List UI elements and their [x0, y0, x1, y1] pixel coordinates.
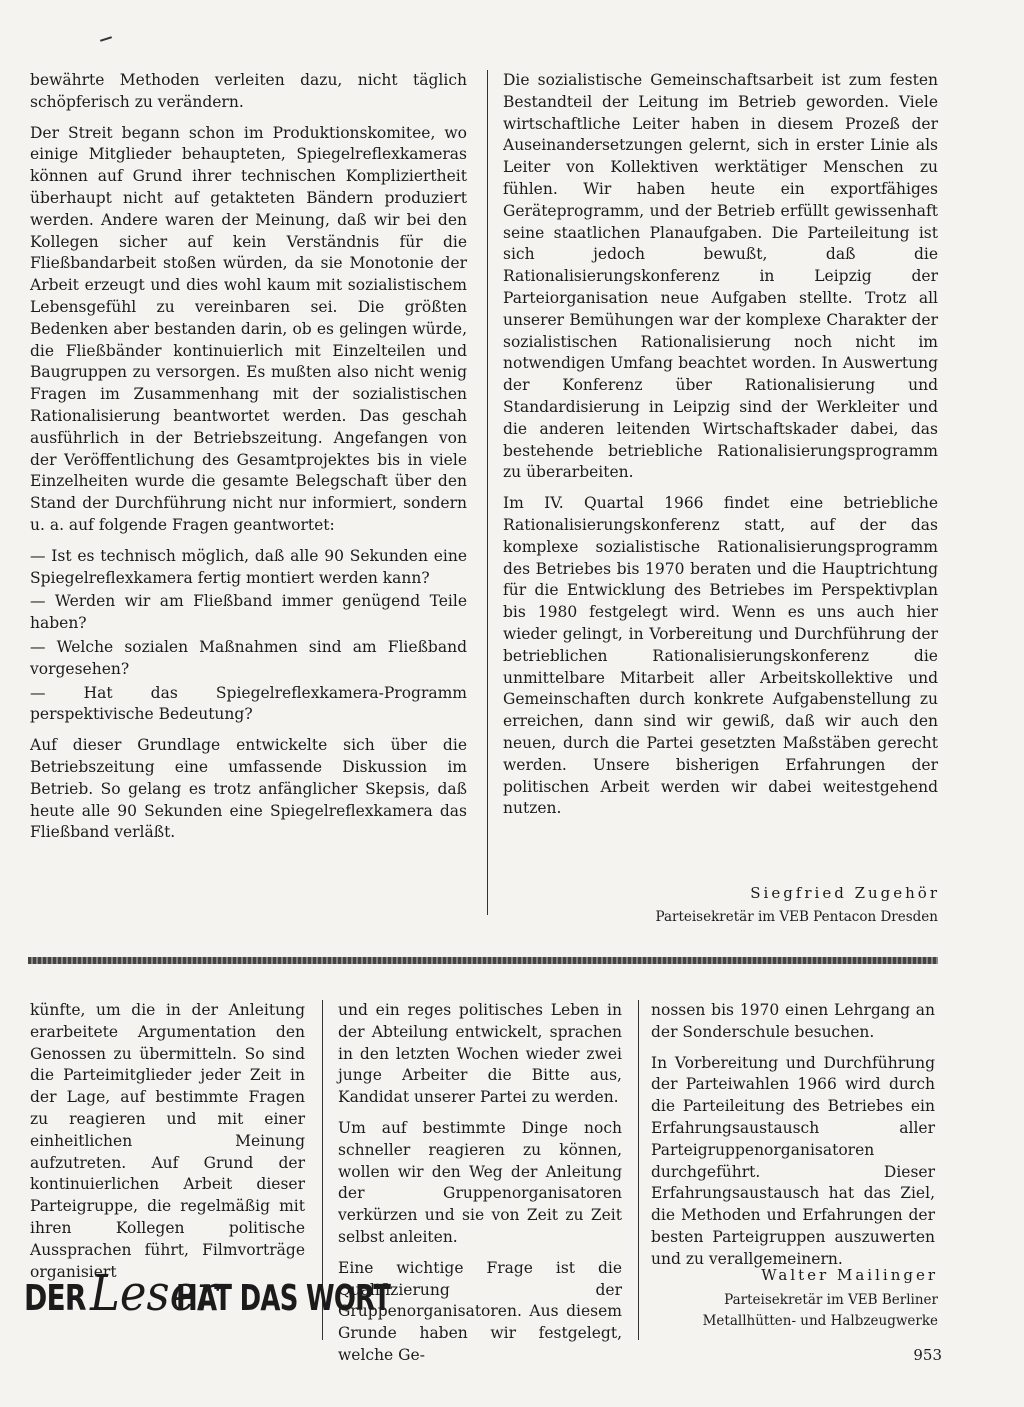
paragraph: Eine wichtige Frage ist die Qualifizierung der Gruppenorganisatoren. Aus diesem Grunde haben wir festgelegt, welche Ge- [338, 1258, 622, 1364]
bottom-column-1 [30, 1000, 305, 1292]
paragraph: nossen bis 1970 einen Lehrgang an der Sonderschule besuchen. [651, 1001, 935, 1041]
signature-name: Walter Mailinger [761, 1266, 938, 1284]
paragraph: künfte, um die in der Anleitung erarbeitete Argumentation den Genossen zu übermitteln. So sind die Parteimitglieder jeder Zeit in der Lage, auf bestimmte Fragen zu reagieren und mit einer einheitlichen Meinung aufzutreten. Auf Grund der kontinuierlichen Arbeit dieser Parteigruppe, die regelmäßig mit ihren Kollegen politische Aussprachen führt, Filmvorträge organisiert [30, 1001, 305, 1281]
signature-role-line-2: Metallhütten- und Halbzeugwerke [702, 1313, 938, 1329]
section-divider [28, 957, 938, 964]
signature-role-line-1: Parteisekretär im VEB Berliner [724, 1292, 938, 1308]
signature-role: Parteisekretär im VEB Pentacon Dresden [655, 909, 938, 925]
paragraph: Um auf bestimmte Dinge noch schneller reagieren zu können, wollen wir den Weg der Anleitung der Gruppenorganisatoren verkürzen und sie von Zeit zu Zeit selbst anleiten. [338, 1118, 622, 1246]
top-column-left [30, 70, 467, 853]
logo-text-hat-das-wort: HAT DAS WORT [176, 1278, 391, 1319]
bottom-column-3 [651, 1000, 935, 1280]
paragraph: Im IV. Quartal 1966 findet eine betriebliche Rationalisierungskonferenz statt, auf der das komplexe sozialistische Rationalisierungsprogramm des Betriebes bis 1970 beraten und die Hauptrichtung für die Entwicklung des Betriebes im Perspektivplan bis 1980 festgelegt wird. Wenn es uns auch hier wieder gelingt, in Vorbereitung und Durchführung der betrieblichen Rationalisierungskonferenz die unmittelbare Mitarbeit aller Arbeitskollektive und Gemeinschaften durch konkrete Aufgabenstellung zu erreichen, dann sind wir gewiß, daß wir auch den neuen, durch die Partei gesetzten Maßstäben gerecht werden. Unsere bisherigen Erfahrungen der politischen Arbeit werden wir dabei weitestgehend nutzen. [503, 494, 938, 818]
paragraph: Die sozialistische Gemeinschaftsarbeit ist zum festen Bestandteil der Leitung im Betrieb geworden. Viele wirtschaftliche Leiter haben in diesem Prozeß der Auseinandersetzungen gelernt, sich in erster Linie als Leiter von Kollektiven werktätiger Menschen zu fühlen. Wir haben heute ein exportfähiges Geräteprogramm, und der Betrieb erfüllt gewissenhaft seine staatlichen Planaufgaben. Die Parteileitung ist sich jedoch bewußt, daß die Rationalisierungskonferenz in Leipzig der Parteiorganisation neue Aufgaben stellte. Trotz all unserer Bemühungen war der komplexe Charakter der sozialistischen Rationalisierung noch nicht im notwendigen Umfang beachtet worden. In Auswertung der Konferenz über Rationalisierung und Standardisierung in Leipzig sind der Werkleiter und die anderen leitenden Wirtschaftskader dabei, das bestehende betriebliche Rationalisierungsprogramm zu überarbeiten. [503, 71, 938, 482]
leser-hat-das-wort-logo [24, 1264, 391, 1326]
paragraph: Auf dieser Grundlage entwickelte sich über die Betriebszeitung eine umfassende Diskussion im Betrieb. So gelang es trotz anfänglicher Skepsis, daß heute alle 90 Sekunden eine Spiegelreflexkamera das Fließband verläßt. [30, 736, 467, 842]
question-item: — Ist es technisch möglich, daß alle 90 Sekunden eine Spiegelreflexkamera fertig montiert werden kann? [30, 546, 467, 587]
top-column-right [503, 70, 938, 829]
page-number: 953 [913, 1346, 942, 1364]
question-item: — Welche sozialen Maßnahmen sind am Fließband vorgesehen? [30, 637, 467, 678]
paragraph: und ein reges politisches Leben in der Abteilung entwickelt, sprachen in den letzten Wochen wieder zwei junge Arbeiter die Bitte aus, Kandidat unserer Partei zu werden. [338, 1001, 622, 1107]
paragraph: In Vorbereitung und Durchführung der Parteiwahlen 1966 wird durch die Parteileitung des Betriebes ein Erfahrungsaustausch aller Parteigruppenorganisatoren durchgeführt. Dieser Erfahrungsaustausch hat das Ziel, die Methoden und Erfahrungen der besten Parteigruppen auszuwerten und zu verallgemeinern. [651, 1053, 935, 1268]
question-item: — Werden wir am Fließband immer genügend Teile haben? [30, 592, 467, 633]
question-item: — Hat das Spiegelreflexkamera-Programm perspektivische Bedeutung? [30, 683, 467, 724]
paragraph: Der Streit begann schon im Produktionskomitee, wo einige Mitglieder behaupteten, Spiegelreflexkameras können auf Grund ihrer technischen Kompliziertheit überhaupt nicht auf getakteten Bändern produziert werden. Andere waren der Meinung, daß wir bei den Kollegen sicher auf kein Verständnis für die Fließbandarbeit stoßen würden, da sie Monotonie der Arbeit erzeugt und dies wohl kaum mit sozialistischem Lebensgefühl zu vereinbaren sei. Die größten Bedenken aber bestanden darin, ob es gelingen würde, die Fließbänder kontinuierlich mit Einzelteilen und Baugruppen zu versorgen. Es mußten also nicht wenig Fragen im Zusammenhang mit der sozialistischen Rationalisierung beantwortet werden. Das geschah ausführlich in der Betriebszeitung. Angefangen von der Veröffentlichung des Gesamtprojektes bis in viele Einzelheiten wurde die gesamte Belegschaft über den Stand der Durchführung nicht nur informiert, sondern u. a. auf folgende Fragen geantwortet: [30, 123, 467, 534]
logo-text-der: DER [24, 1278, 86, 1319]
scan-mark [100, 36, 112, 42]
column-divider [487, 70, 488, 915]
column-divider [638, 1000, 639, 1340]
bottom-column-2 [338, 1000, 622, 1376]
paragraph: bewährte Methoden verleiten dazu, nicht täglich schöpferisch zu verändern. [30, 71, 467, 111]
logo-text-leser: Leser [90, 1264, 218, 1322]
signature-name: Siegfried Zugehör [750, 884, 940, 902]
